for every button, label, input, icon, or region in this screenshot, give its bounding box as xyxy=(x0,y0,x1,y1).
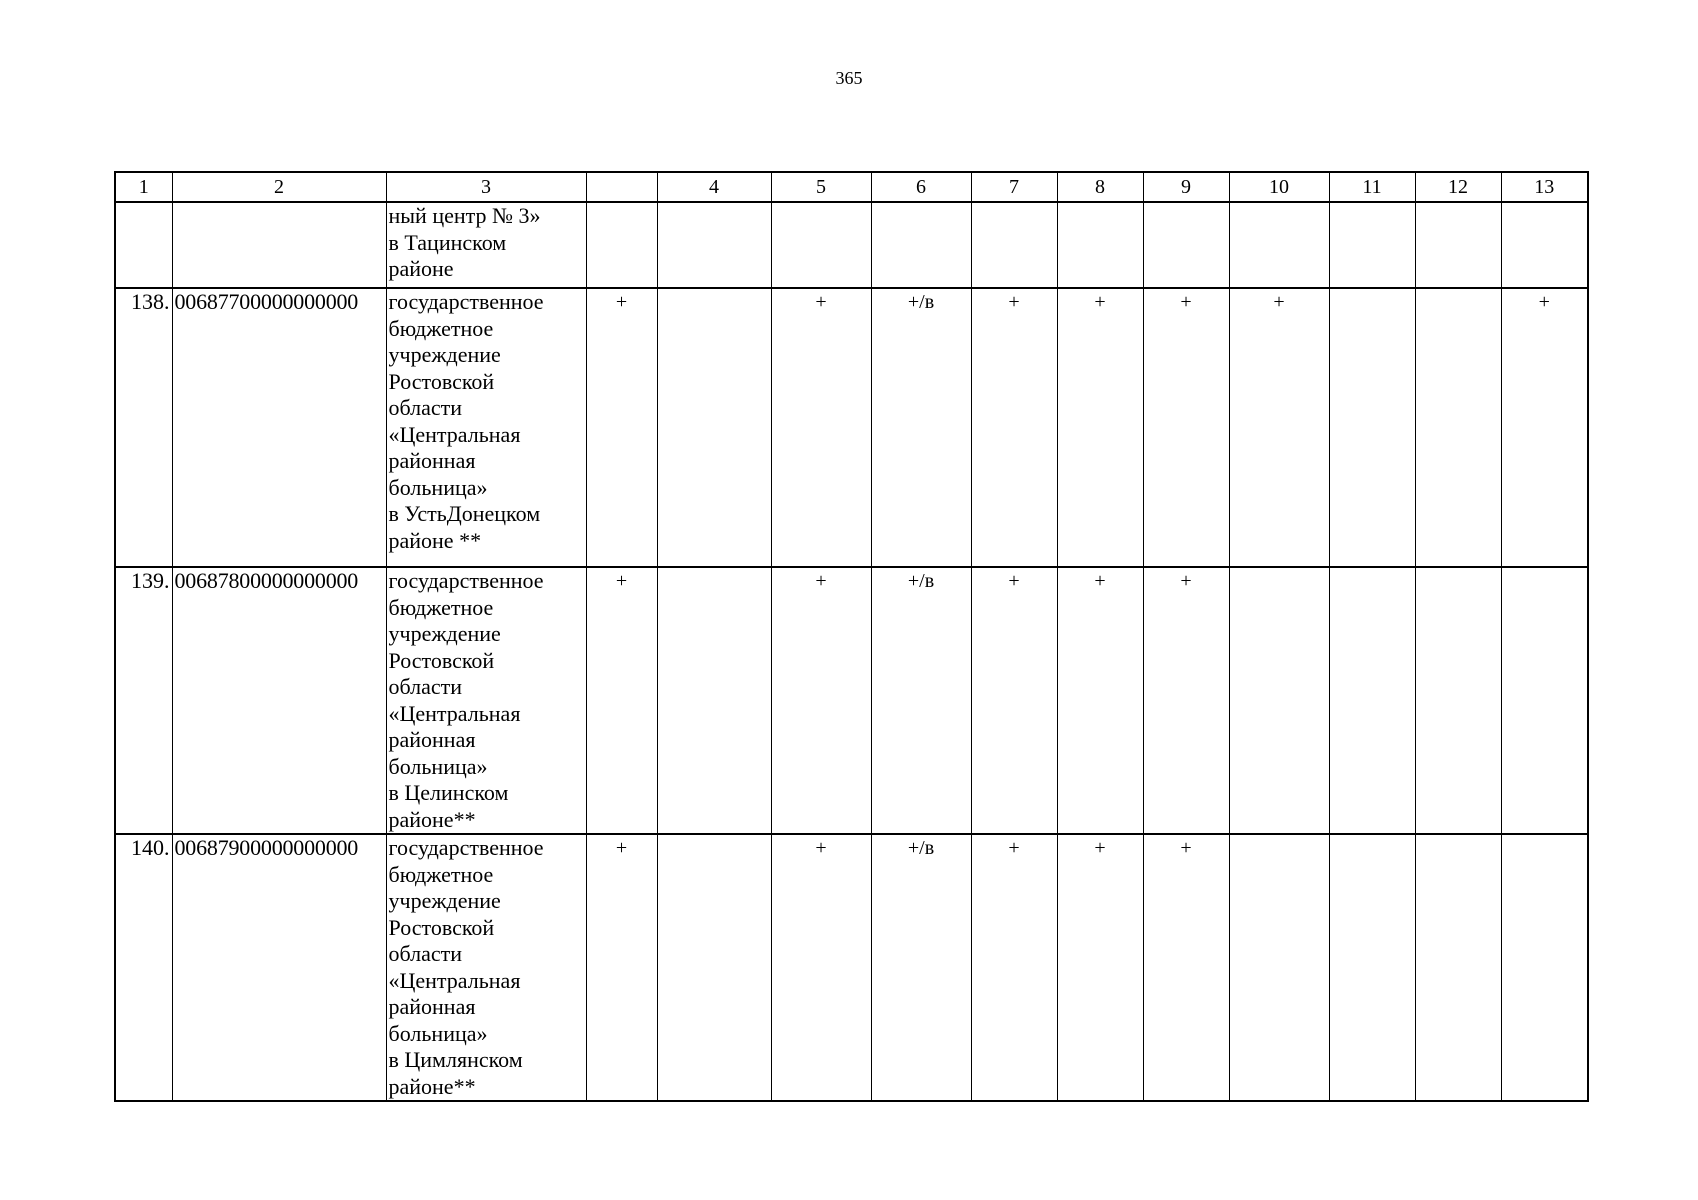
name-line: области xyxy=(388,395,463,420)
mark-cell xyxy=(971,202,1057,288)
mark-cell xyxy=(1329,202,1415,288)
name-line: бюджетное xyxy=(388,861,494,887)
mark-cell xyxy=(657,567,771,834)
row-number xyxy=(115,202,172,288)
mark-cell: + xyxy=(586,834,657,1101)
row-code: 00687700000000000 xyxy=(172,288,386,567)
mark-cell xyxy=(771,202,871,288)
column-header: 1 xyxy=(115,172,172,202)
mark-cell xyxy=(1329,288,1415,567)
mark-cell xyxy=(1501,202,1588,288)
name-line: больница» xyxy=(388,1020,488,1046)
mark-cell: + xyxy=(1057,567,1143,834)
mark-cell: + xyxy=(586,288,657,567)
mark-cell xyxy=(1415,834,1501,1101)
mark-cell xyxy=(586,202,657,288)
table-row xyxy=(115,834,1588,1101)
name-line: области xyxy=(388,674,463,699)
data-table xyxy=(114,171,1589,1102)
name-line: в УстьДонецком xyxy=(388,501,541,526)
mark-cell xyxy=(1329,834,1415,1101)
name-line: бюджетное xyxy=(388,315,494,341)
mark-cell xyxy=(1415,202,1501,288)
name-line: Ростовской xyxy=(388,914,495,940)
name-line: районная xyxy=(388,727,476,752)
mark-cell: + xyxy=(771,567,871,834)
row-code xyxy=(172,202,386,288)
mark-cell: + xyxy=(971,567,1057,834)
name-line: Ростовской xyxy=(388,647,495,673)
column-header: 6 xyxy=(871,172,971,202)
name-line: государственное xyxy=(388,568,544,593)
mark-cell: + xyxy=(586,567,657,834)
column-header: 8 xyxy=(1057,172,1143,202)
column-header: 12 xyxy=(1415,172,1501,202)
name-line: в Цимлянском xyxy=(388,1047,523,1072)
row-code: 00687800000000000 xyxy=(172,567,386,834)
name-line: больница» xyxy=(388,753,488,779)
mark-cell: + xyxy=(1057,288,1143,567)
column-header: 11 xyxy=(1329,172,1415,202)
name-line: районная xyxy=(388,994,476,1019)
row-name xyxy=(386,288,586,567)
row-number: 140. xyxy=(115,834,172,1101)
mark-cell: + xyxy=(1501,288,1588,567)
table-header-row xyxy=(115,172,1588,202)
mark-cell: +/в xyxy=(871,567,971,834)
mark-cell: + xyxy=(1143,567,1229,834)
mark-cell: + xyxy=(771,288,871,567)
mark-cell xyxy=(1415,567,1501,834)
name-line: районе xyxy=(388,256,454,281)
name-line: «Центральная xyxy=(388,421,521,447)
mark-cell xyxy=(1501,567,1588,834)
mark-cell xyxy=(657,834,771,1101)
name-line: области xyxy=(388,941,463,966)
name-line: государственное xyxy=(388,289,544,314)
name-line: в Целинском xyxy=(388,780,509,805)
mark-cell xyxy=(1329,567,1415,834)
mark-cell xyxy=(1229,567,1329,834)
mark-cell xyxy=(1415,288,1501,567)
name-line: в Тацинском xyxy=(388,229,507,255)
row-number: 139. xyxy=(115,567,172,834)
column-header xyxy=(586,172,657,202)
mark-cell xyxy=(657,202,771,288)
column-header: 3 xyxy=(386,172,586,202)
mark-cell xyxy=(1143,202,1229,288)
mark-cell xyxy=(871,202,971,288)
table-row xyxy=(115,567,1588,834)
mark-cell: +/в xyxy=(871,834,971,1101)
name-line: больница» xyxy=(388,474,488,500)
column-header: 10 xyxy=(1229,172,1329,202)
column-header: 13 xyxy=(1501,172,1588,202)
name-line: районе ** xyxy=(388,527,482,553)
mark-cell xyxy=(1501,834,1588,1101)
row-code: 00687900000000000 xyxy=(172,834,386,1101)
mark-cell xyxy=(1229,202,1329,288)
name-line: учреждение xyxy=(388,888,501,913)
row-name xyxy=(386,834,586,1101)
name-line: «Центральная xyxy=(388,700,521,726)
name-line: районная xyxy=(388,448,476,473)
mark-cell: + xyxy=(971,834,1057,1101)
name-line: бюджетное xyxy=(388,594,494,620)
mark-cell xyxy=(1057,202,1143,288)
mark-cell: + xyxy=(1229,288,1329,567)
table-row xyxy=(115,202,1588,288)
column-header: 9 xyxy=(1143,172,1229,202)
page-number: 365 xyxy=(835,68,863,88)
name-line: «Центральная xyxy=(388,967,521,993)
table-row xyxy=(115,288,1588,567)
column-header: 7 xyxy=(971,172,1057,202)
mark-cell: + xyxy=(1143,834,1229,1101)
name-line: Ростовской xyxy=(388,368,495,394)
mark-cell xyxy=(657,288,771,567)
name-line: районе** xyxy=(388,806,476,832)
column-header: 2 xyxy=(172,172,386,202)
row-name xyxy=(386,202,586,288)
name-line: учреждение xyxy=(388,621,501,646)
row-name xyxy=(386,567,586,834)
name-line: районе** xyxy=(388,1073,476,1099)
column-header: 5 xyxy=(771,172,871,202)
mark-cell: +/в xyxy=(871,288,971,567)
mark-cell: + xyxy=(1057,834,1143,1101)
mark-cell: + xyxy=(771,834,871,1101)
mark-cell: + xyxy=(1143,288,1229,567)
mark-cell: + xyxy=(971,288,1057,567)
row-number: 138. xyxy=(115,288,172,567)
name-line: ный центр № 3» xyxy=(388,203,541,228)
column-header: 4 xyxy=(657,172,771,202)
mark-cell xyxy=(1229,834,1329,1101)
name-line: учреждение xyxy=(388,342,501,367)
name-line: государственное xyxy=(388,835,544,860)
